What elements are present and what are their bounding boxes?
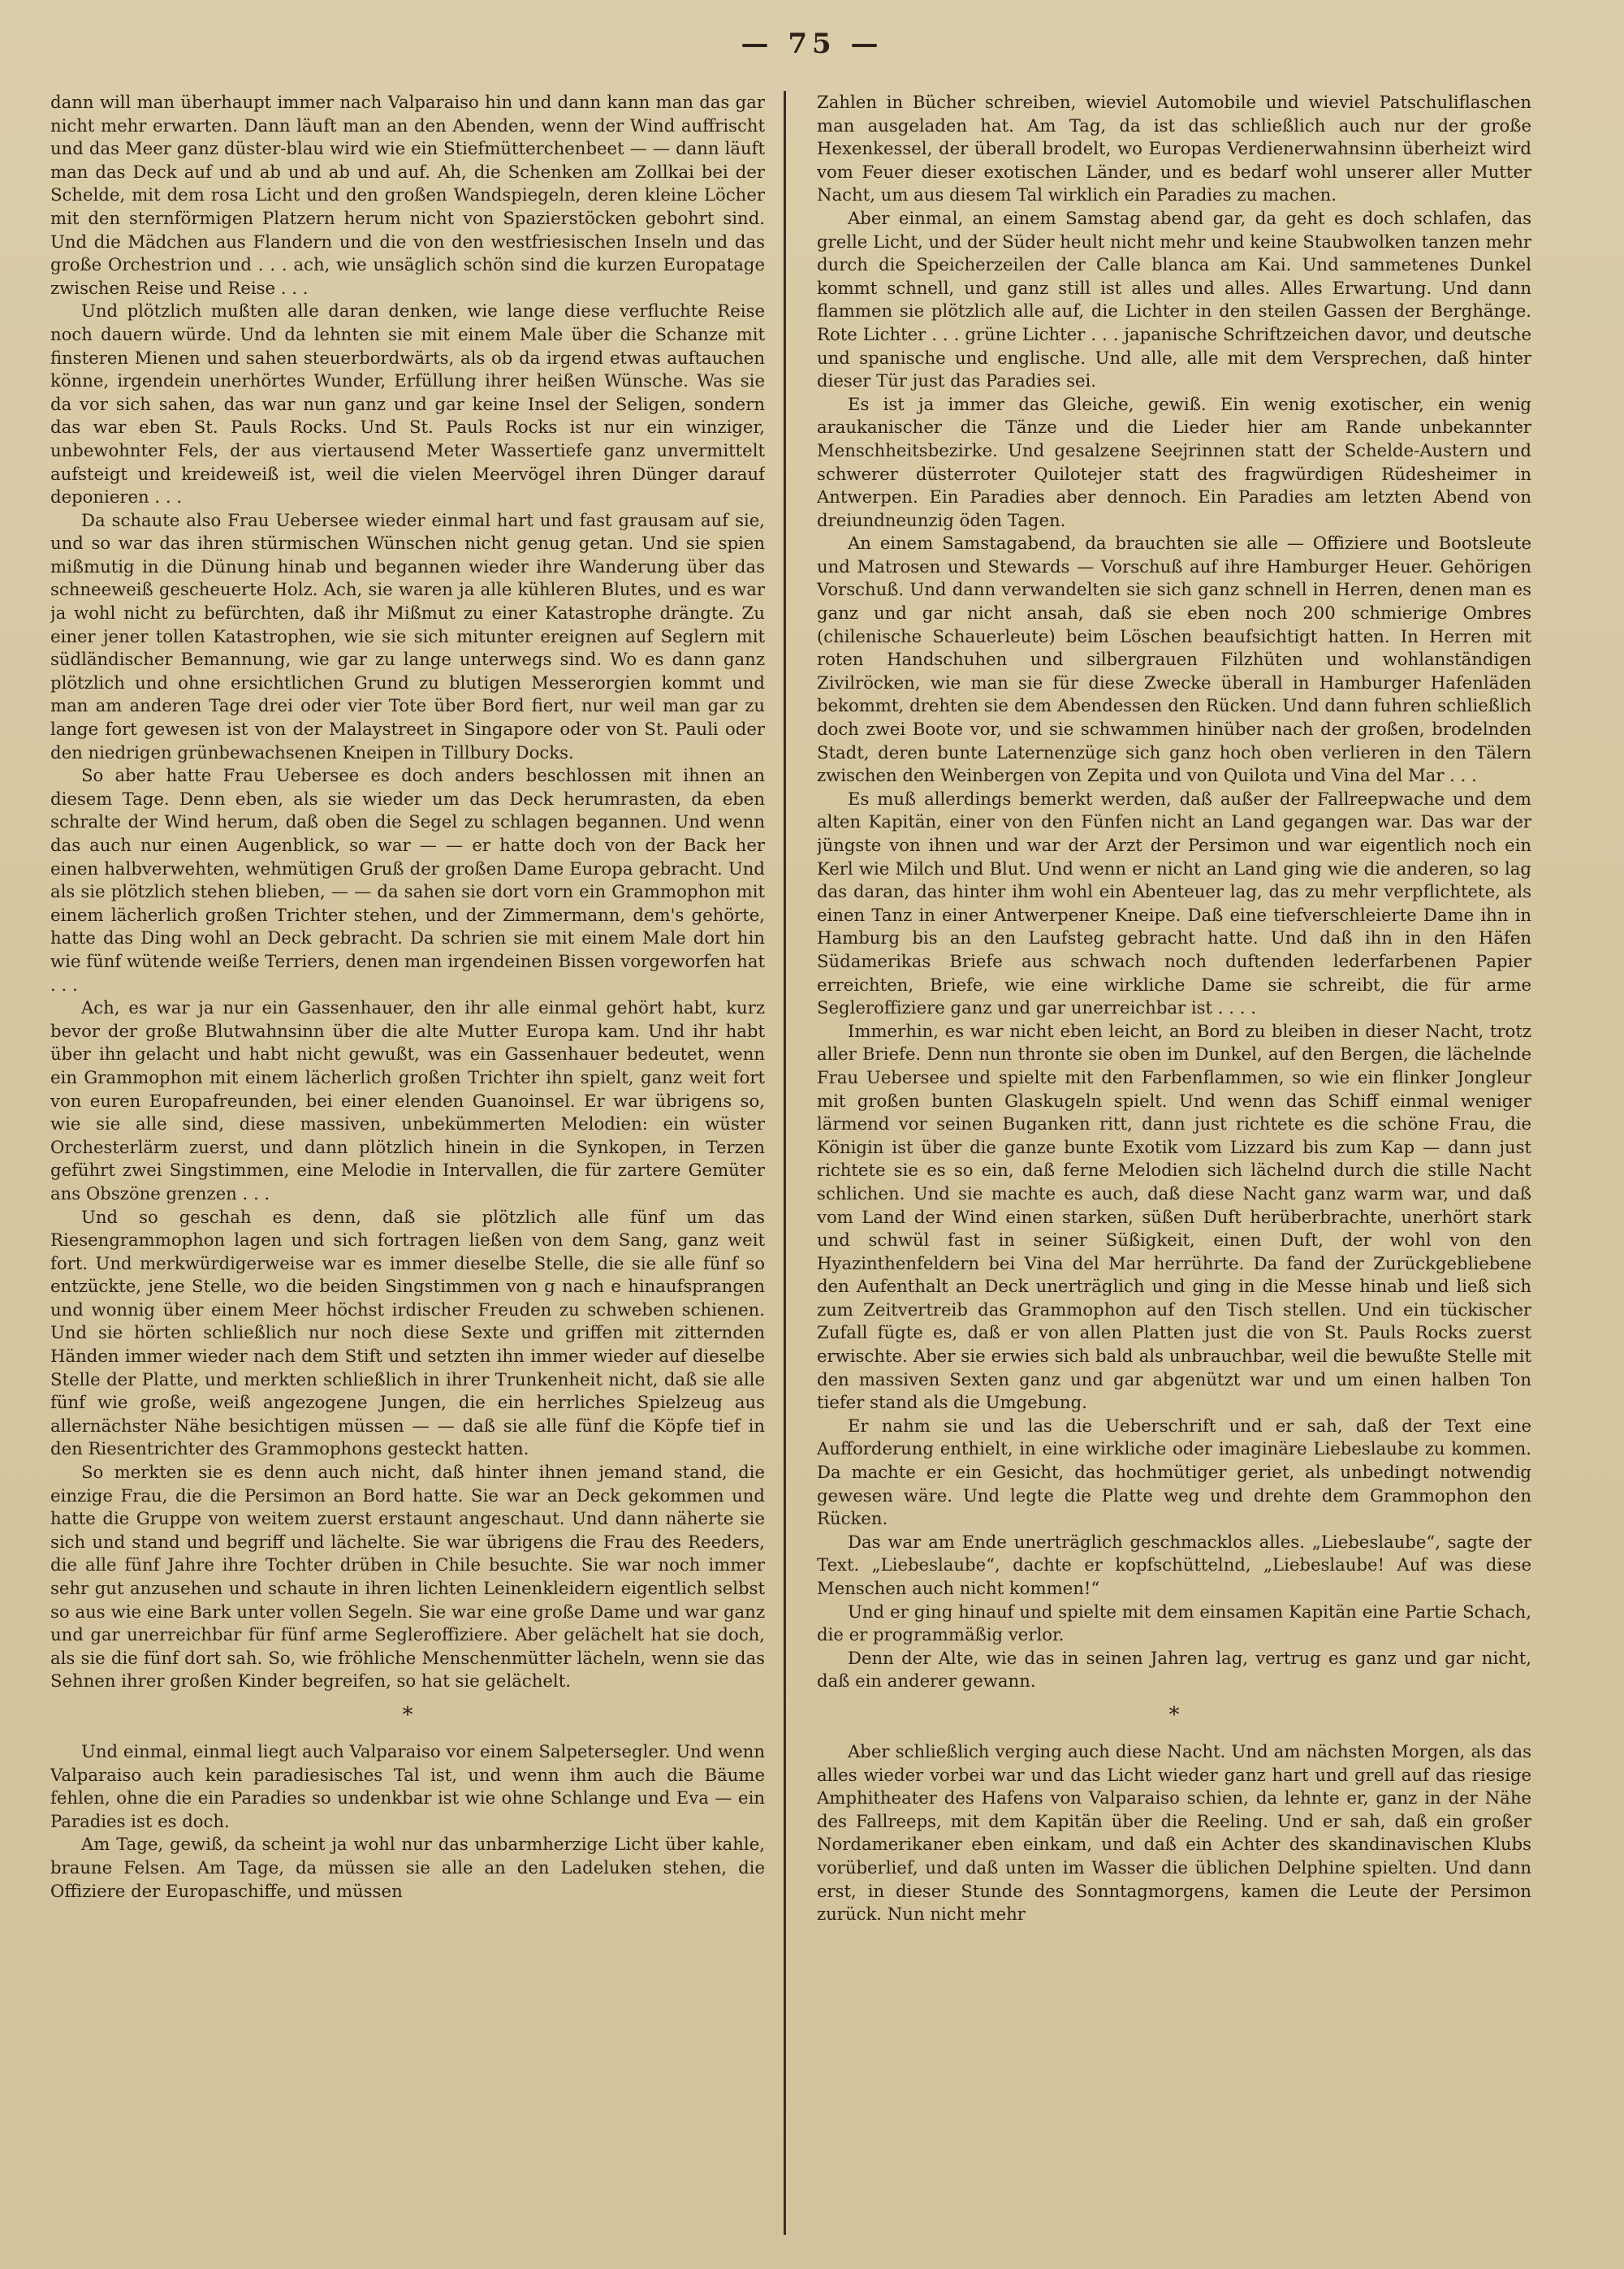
paragraph: Denn der Alte, wie das in seinen Jahren lag, vertrug es ganz und gar nicht, daß ein anderer gewann. — [817, 1647, 1531, 1692]
paragraph: Und er ging hinauf und spielte mit dem einsamen Kapitän eine Partie Schach, die er programmäßig verlor. — [817, 1601, 1531, 1645]
paragraph: Aber schließlich verging auch diese Nacht. Und am nächsten Morgen, als das alles wieder vorbei war und das Licht wieder ganz hart und grell auf das riesige Amphitheater des Hafens von Valparaiso schien, da lehnte er, ganz in der Nähe des Fallreeps, mit dem Kapitän über die Reeling. Und er sah, daß ein großer Nordamerikaner eben einkam, und daß ein Achter des skandinavischen Klubs vorüberlief, und daß unten im Wasser die üblichen Delphine spielten. Und dann erst, in dieser Stunde des Sonntagmorgens, kamen die Leute der Persimon zurück. Nun nicht mehr — [817, 1740, 1531, 1925]
paragraph: Und so geschah es denn, daß sie plötzlich alle fünf um das Riesengrammophon lagen und sich fortragen ließen von dem Sang, ganz weit fort. Und merkwürdigerweise war es immer dieselbe Stelle, die sie alle fünf so entzückte, jene Stelle, wo die beiden Singstimmen von g nach e hinaufsprangen und wonnig über einem Meer höchst irdischer Freuden zu schweben schienen. Und sie hörten schließlich nur noch diese Sexte und griffen mit zitternden Händen immer wieder nach dem Stift und setzten ihn immer wieder auf dieselbe Stelle der Platte, und merkten schließlich in ihrer Trunkenheit nicht, daß sie alle fünf wie große, weiß angezogene Jungen, die ein herrliches Spielzeug aus allernächster Nähe besichtigen müssen — — daß sie alle fünf die Köpfe tief in den Riesentrichter des Grammophons gesteckt hatten. — [50, 1206, 765, 1459]
paragraph: Er nahm sie und las die Ueberschrift und er sah, daß der Text eine Aufforderung enthielt, in eine wirkliche oder imaginäre Liebeslaube zu kommen. Da machte er ein Gesicht, das hochmütiger geriet, als unbedingt notwendig gewesen wäre. Und legte die Platte weg und drehte dem Grammophon den Rücken. — [817, 1415, 1531, 1529]
paragraph: Zahlen in Bücher schreiben, wieviel Automobile und wieviel Patschuliflaschen man ausgeladen hat. Am Tag, da ist das schließlich auch nur der große Hexenkessel, der überall brodelt, wo Europas Verdienerwahnsinn überheizt wird vom Feuer dieser exotischen Länder, und es bedarf wohl unserer aller Mutter Nacht, um aus diesem Tal wirklich ein Paradies zu machen. — [817, 92, 1531, 205]
section-separator: * — [402, 1702, 413, 1727]
left-column — [50, 91, 765, 2235]
paragraph: Es muß allerdings bemerkt werden, daß außer der Fallreepwache und dem alten Kapitän, einer von den Fünfen nicht an Land gegangen war. Das war der jüngste von ihnen und war der Arzt der Persimon und war eigentlich noch ein Kerl wie Milch und Blut. Und wenn er nicht an Land ging wie die anderen, so lag das daran, das hinter ihm wohl ein Abenteuer lag, das zu mehr verpflichtete, als einen Tanz in einer Antwerpener Kneipe. Daß eine tiefverschleierte Dame ihn in Hamburg bis an den Laufsteg gebracht hatte. Und daß ihn in den Häfen Südamerikas Briefe aus schwach noch duftenden lederfarbenen Papier erreichten, Briefe, wie eine wirkliche Dame sie schreibt, die für arme Segleroffiziere ganz und gar unerreichbar ist . . . . — [817, 788, 1531, 1018]
paragraph: dann will man überhaupt immer nach Valparaiso hin und dann kann man das gar nicht mehr erwarten. Dann läuft man an den Abenden, wenn der Wind auffrischt und das Meer ganz düster-blau wird wie ein Stiefmütterchenbeet — — dann läuft man das Deck auf und ab und ab und auf. Ah, die Schenken am Zollkai bei der Schelde, mit dem rosa Licht und den großen Wandspiegeln, deren kleine Löcher mit den sternförmigen Platzern herum nicht von Spazierstöcken gebohrt sind. Und die Mädchen aus Flandern und die von den westfriesischen Inseln und das große Orchestrion und . . . ach, wie unsäglich schön sind die kurzen Europatage zwischen Reise und Reise . . . — [50, 92, 765, 298]
paragraph: Und plötzlich mußten alle daran denken, wie lange diese verfluchte Reise noch dauern würde. Und da lehnten sie mit einem Male über die Schanze mit finsteren Mienen und sahen steuerbordwärts, als ob da irgend etwas auftauchen könne, irgendein unerhörtes Wunder, Erfüllung ihrer heißen Wünsche. Was sie da vor sich sahen, das war nun ganz und gar keine Insel der Seligen, sondern das war eben St. Pauls Rocks. Und St. Pauls Rocks ist nur ein winziger, unbewohnter Fels, der aus viertausend Meter Wassertiefe ganz unvermittelt aufsteigt und kreideweiß ist, weil die vielen Meervögel ihren Dünger darauf deponieren . . . — [50, 300, 765, 508]
paragraph: Es ist ja immer das Gleiche, gewiß. Ein wenig exotischer, ein wenig araukanischer die Tänze und die Lieder hier am Rande unbekannter Menschheitsbezirke. Und gesalzene Seejrinnen statt der Schelde-Austern und schwerer düsterroter Quilotejer statt des fragwürdigen Rüdesheimer in Antwerpen. Ein Paradies aber dennoch. Ein Paradies am letzten Abend von dreiundneunzig öden Tagen. — [817, 393, 1531, 530]
paragraph: Ach, es war ja nur ein Gassenhauer, den ihr alle einmal gehört habt, kurz bevor der große Blutwahnsinn über die alte Mutter Europa kam. Und ihr habt über ihn gelacht und habt nicht gewußt, was ein Gassenhauer bedeutet, wenn ein Grammophon mit einem lächerlich großen Trichter ihn spielt, ganz weit fort von euren Europafreunden, bei einer elenden Guanoinsel. Er war übrigens so, wie sie alle sind, diese massiven, unbekümmerten Melodien: ein wüster Orchesterlärm zuerst, und dann plötzlich hinein in die Synkopen, in Terzen geführt zwei Singstimmen, eine Melodie in Intervallen, die für zartere Gemüter ans Obszöne grenzen . . . — [50, 997, 765, 1204]
paragraph: An einem Samstagabend, da brauchten sie alle — Offiziere und Bootsleute und Matrosen und Stewards — Vorschuß auf ihre Hamburger Heuer. Gehörigen Vorschuß. Und dann verwandelten sie sich ganz schnell in Herren, denen man es ganz und gar nicht ansah, daß sie eben noch 200 schmierige Ombres (chilenische Schauerleute) beim Löschen beaufsichtigt hatten. In Herren mit roten Handschuhen und silbergrauen Filzhüten und wohlanständigen Zivilröcken, wie man sie für diese Zwecke überall in Hamburger Hafenläden bekommt, drehten sie dem Abendessen den Rücken. Und dann fuhren schließlich doch zwei Boote vor, und sie schwammen hinüber nach der großen, brodelnden Stadt, deren bunte Laternenzüge sich ganz hoch oben verlieren in den Tälern zwischen den Weinbergen von Zepita und von Quilota und Vina del Mar . . . — [817, 533, 1531, 786]
column-divider — [784, 91, 786, 2235]
paragraph: Immerhin, es war nicht eben leicht, an Bord zu bleiben in dieser Nacht, trotz aller Briefe. Denn nun thronte sie oben im Dunkel, auf den Bergen, die lächelnde Frau Uebersee und spielte mit den Farbenflammen, so wie ein flinker Jongleur mit großen bunten Glaskugeln spielt. Und wenn das Schiff einmal weniger lärmend vor seinen Buganken ritt, dann just richtete es die schöne Frau, die Königin ist über die ganze bunte Exotik vom Lizzard bis zum Kap — dann just richtete sie es so ein, daß ferne Melodien sich lächelnd durch die stille Nacht schlichen. Und sie machte es auch, daß diese Nacht ganz warm war, und daß vom Land der Wind einen starken, süßen Duft herüberbrachte, unerhört stark und schwül fast in seiner Süßigkeit, einen Duft, der wohl von den Hyazinthenfeldern bei Vina del Mar herrührte. Da fand der Zurückgebliebene den Aufenthalt an Deck unerträglich und ging in die Messe hinab und ließ sich zum Zeitvertreib das Grammophon auf den Tisch stellen. Und ein tückischer Zufall fügte es, daß er von allen Platten just die von St. Pauls Rocks zuerst erwischte. Aber sie erwies sich bald als unbrauchbar, weil die bewußte Stelle mit den massiven Sexten ganz und gar abgenützt war und um einen halben Ton tiefer stand als die Umgebung. — [817, 1020, 1531, 1413]
paragraph: So merkten sie es denn auch nicht, daß hinter ihnen jemand stand, die einzige Frau, die die Persimon an Bord hatte. Sie war an Deck gekommen und hatte die Gruppe von weitem zuerst erstaunt angeschaut. Und dann näherte sie sich und stand und begriff und lächelte. Sie war übrigens die Frau des Reeders, die alle fünf Jahre ihre Tochter drüben in Chile besuchte. Sie war noch immer sehr gut anzusehen und schaute in ihren lichten Leinenkleidern eigentlich selbst so aus wie eine Bark unter vollen Segeln. Sie war eine große Dame und war ganz und gar unerreichbar für fünf arme Segleroffiziere. Aber gelächelt hat sie doch, als sie die fünf dort sah. So, wie fröhliche Menschenmütter lächeln, wenn sie das Sehnen ihrer großen Kinder begreifen, so hat sie gelächelt. — [50, 1462, 765, 1692]
paragraph: Aber einmal, an einem Samstag abend gar, da geht es doch schlafen, das grelle Licht, und der Süder heult nicht mehr und keine Staubwolken tanzen mehr durch die Speicherzeilen der Calle blanca am Kai. Und sammetenes Dunkel kommt schnell, und ganz still ist alles und alles. Alles Erwartung. Und dann flammen sie plötzlich alle auf, die Lichter in den steilen Gassen der Berghänge. Rote Lichter . . . grüne Lichter . . . japanische Schriftzeichen davor, und deutsche und spanische und englische. Und alle, alle mit dem Versprechen, daß hinter dieser Tür just das Paradies sei. — [817, 207, 1531, 391]
paragraph: So aber hatte Frau Uebersee es doch anders beschlossen mit ihnen an diesem Tage. Denn eben, als sie wieder um das Deck herumrasten, da eben schralte der Wind herum, daß oben die Segel zu schlagen begannen. Und wenn das auch nur einen Augenblick, so war — — er hatte doch von der Back her einen halbverwehten, wehmütigen Gruß der großen Dame Europa gebracht. Und als sie plötzlich stehen blieben, — — da sahen sie dort vorn ein Grammophon mit einem lächerlich großen Trichter stehen, und der Zimmermann, dem's gehörte, hatte das Ding wohl an Deck gebracht. Da schrien sie mit einem Male dort hin wie fünf wütende weiße Terriers, denen man irgendeinen Bissen vorgeworfen hat . . . — [50, 765, 765, 995]
paragraph: Das war am Ende unerträglich geschmacklos alles. „Liebeslaube“, sagte der Text. „Liebeslaube“, dachte er kopfschüttelnd, „Liebeslaube! Auf was diese Menschen auch nicht kommen!“ — [817, 1531, 1531, 1598]
page-number: — 75 — — [741, 28, 883, 60]
section-separator: * — [1168, 1702, 1180, 1727]
right-column — [817, 91, 1531, 2235]
paragraph: Am Tage, gewiß, da scheint ja wohl nur das unbarmherzige Licht über kahle, braune Felsen. Am Tage, da müssen sie alle an den Ladeluken stehen, die Offiziere der Europaschiffe, und müssen — [50, 1834, 765, 1901]
paragraph: Da schaute also Frau Uebersee wieder einmal hart und fast grausam auf sie, und so war das ihren stürmischen Wünschen nicht genug getan. Und sie spien mißmutig in die Dünung hinab und begannen wieder ihre Wanderung über das schneeweiß gescheuerte Holz. Ach, sie waren ja alle kühleren Blutes, und es war ja wohl nicht zu befürchten, daß ihr Mißmut zu einer Katastrophe drängte. Zu einer jener tollen Katastrophen, wie sie sich mitunter ereignen auf Seglern mit südländischer Bemannung, wie gar zu lange unterwegs sind. Wo es dann ganz plötzlich und ohne ersichtlichen Grund zu blutigen Messerorgien kommt und man am anderen Tage drei oder vier Tote über Bord fiert, nur weil man gar zu lange fort gewesen ist von der Malaystreet in Singapore oder von St. Pauli oder den niedrigen grünbewachsenen Kneipen in Tillbury Docks. — [50, 509, 765, 763]
paragraph: Und einmal, einmal liegt auch Valparaiso vor einem Salpetersegler. Und wenn Valparaiso auch kein paradiesisches Tal ist, und wenn ihm auch die Bäume fehlen, ohne die ein Paradies so undenkbar ist wie ohne Schlange und Eva — ein Paradies ist es doch. — [50, 1740, 765, 1831]
